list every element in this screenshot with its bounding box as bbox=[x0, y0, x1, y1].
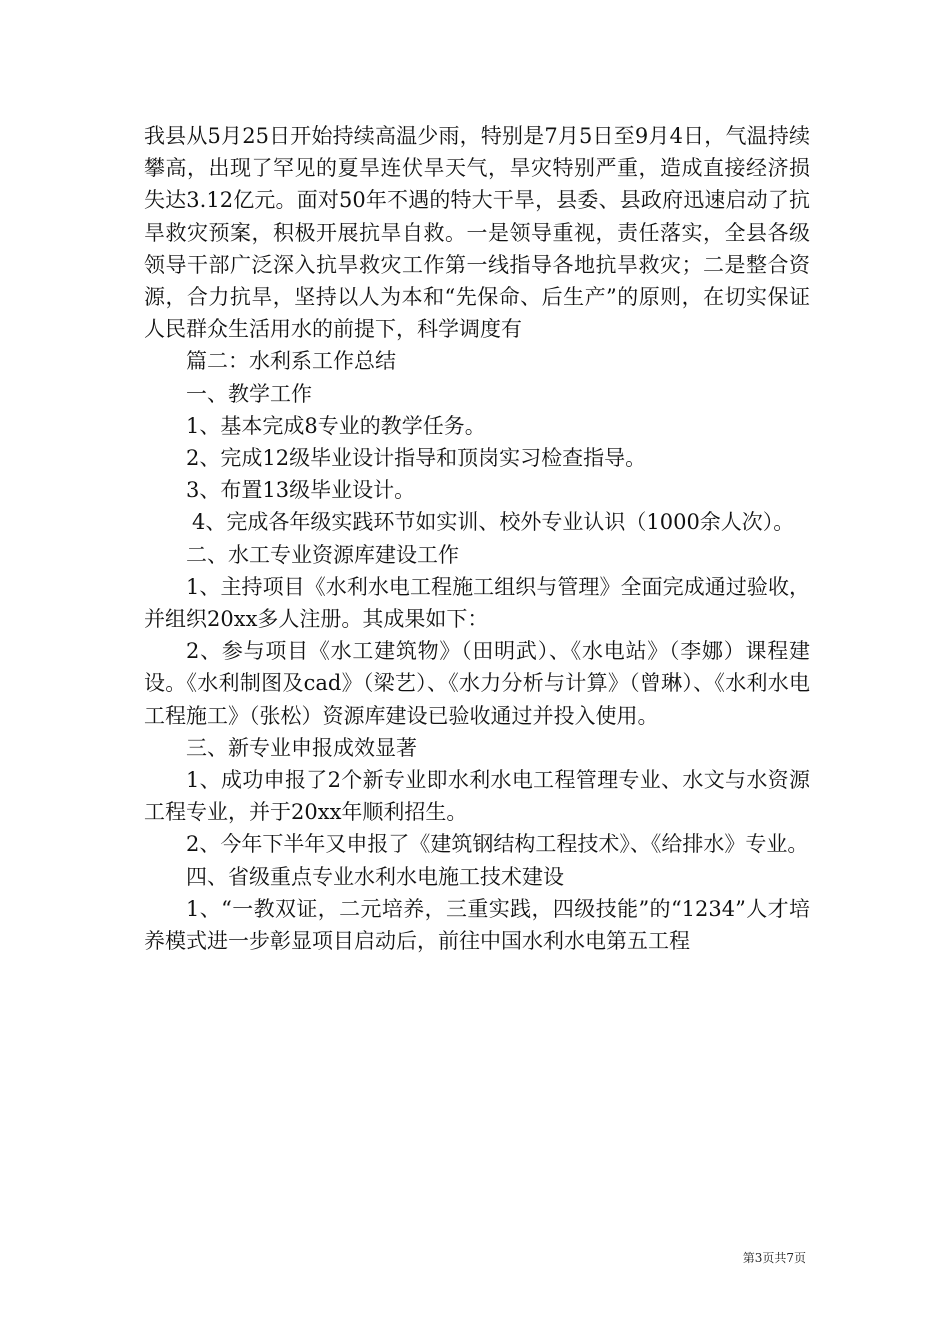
list-item: 3、布置13级毕业设计。 bbox=[186, 478, 416, 503]
list-item: 4、完成各年级实践环节如实训、校外专业认识（1000余人次）。 bbox=[192, 510, 795, 535]
document-body bbox=[144, 120, 810, 957]
paragraph-drought: 我县从5月25日开始持续高温少雨，特别是7月5日至9月4日，气温持续攀高，出现了罕见的夏旱连伏旱天气，旱灾特别严重，造成直接经济损失达3.12亿元。面对50年不遇的特大干旱，县委、县政府迅速启动了抗旱救灾预案，积极开展抗旱自救。一是领导重视，责任落实，全县各级领导干部广泛深入抗旱救灾工作第一线指导各地抗旱救灾；二是整合资源，合力抗旱，坚持以人为本和“先保命、后生产”的原则，在切实保证人民群众生活用水的前提下，科学调度有 bbox=[144, 124, 810, 342]
list-item: 1、主持项目《水利水电工程施工组织与管理》全面完成通过验收，并组织20xx多人注册。其成果如下： bbox=[144, 574, 810, 632]
list-item: 1、“一教双证，二元培养，三重实践，四级技能”的“1234”人才培养模式进一步彰显项目启动后，前往中国水利水电第五工程 bbox=[144, 896, 810, 954]
page-number: 第3页共7页 bbox=[742, 1251, 806, 1265]
heading-key-major: 四、省级重点专业水利水电施工技术建设 bbox=[186, 864, 564, 889]
list-item: 1、成功申报了2个新专业即水利水电工程管理专业、水文与水资源工程专业，并于20xx年顺利招生。 bbox=[144, 768, 810, 825]
heading-resource-library: 二、水工专业资源库建设工作 bbox=[186, 542, 459, 567]
heading-teaching: 一、教学工作 bbox=[186, 381, 312, 406]
list-item: 2、参与项目《水工建筑物》（田明武）、《水电站》（李娜）课程建设。《水利制图及cad》（梁艺）、《水力分析与计算》（曾琳）、《水利水电工程施工》（张松）资源库建设已验收通过并投入使用。 bbox=[144, 639, 810, 728]
heading-new-majors: 三、新专业申报成效显著 bbox=[186, 735, 417, 760]
list-item: 2、今年下半年又申报了《建筑钢结构工程技术》、《给排水》专业。 bbox=[186, 832, 809, 857]
list-item: 2、完成12级毕业设计指导和顶岗实习检查指导。 bbox=[186, 446, 647, 471]
section-title: 篇二：水利系工作总结 bbox=[186, 349, 396, 374]
list-item: 1、基本完成8专业的教学任务。 bbox=[186, 413, 486, 438]
